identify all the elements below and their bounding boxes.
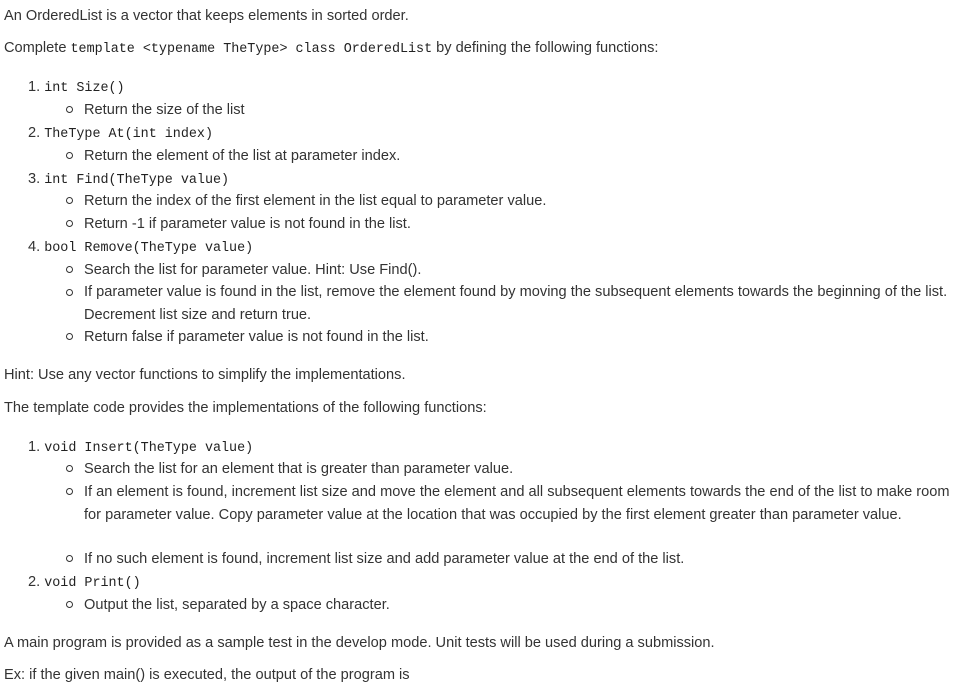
bullet-text: Return -1 if parameter value is not found in the list. xyxy=(84,216,411,232)
bullet-text: If parameter value is found in the list, remove the element found by moving the subsequent elements towards the beginning of the list. Decrement list size and return true. xyxy=(84,284,948,323)
function-item-at xyxy=(28,124,213,144)
template-intro-text: The template code provides the implementations of the following functions: xyxy=(4,400,487,416)
function-item-remove xyxy=(28,238,253,258)
bullet-text: If no such element is found, increment list size and add parameter value at the end of the list. xyxy=(84,551,685,567)
bullet-icon xyxy=(66,555,73,562)
bullet-icon xyxy=(66,289,73,296)
function-signature: void Print() xyxy=(44,576,141,591)
complete-instruction xyxy=(4,39,658,59)
function-item-find xyxy=(28,170,229,190)
bullet-text: If an element is found, increment list size and move the element and all subsequent elements towards the end of the list to make room for parameter value. Copy parameter value at the location that was occupied by the first element greater than parameter value. xyxy=(84,484,950,523)
function-item-insert xyxy=(28,438,253,458)
bullet-text: Return the index of the first element in the list equal to parameter value. xyxy=(84,193,547,209)
hint-text: Hint: Use any vector functions to simplify the implementations. xyxy=(4,367,406,383)
intro-text: An OrderedList is a vector that keeps elements in sorted order. xyxy=(4,8,409,24)
complete-prefix: Complete xyxy=(4,40,71,56)
complete-suffix: by defining the following functions: xyxy=(432,40,659,56)
bullet-icon xyxy=(66,266,73,273)
bullet-text: Search the list for parameter value. Hint: Use Find(). xyxy=(84,262,422,278)
function-item-print xyxy=(28,573,141,593)
class-signature-code: template <typename TheType> class OrderedList xyxy=(70,42,433,57)
item-number: 2. xyxy=(28,574,41,590)
function-signature: int Find(TheType value) xyxy=(44,173,230,188)
bullet-icon xyxy=(66,106,73,113)
item-number: 1. xyxy=(28,79,41,95)
bullet-icon xyxy=(66,333,73,340)
bullet-text: Return the size of the list xyxy=(84,102,245,118)
function-item-size xyxy=(28,78,125,98)
example-text: Ex: if the given main() is executed, the output of the program is xyxy=(4,667,410,683)
main-program-note: A main program is provided as a sample test in the develop mode. Unit tests will be used during a submission. xyxy=(4,635,715,651)
bullet-text: Output the list, separated by a space character. xyxy=(84,597,390,613)
function-signature: void Insert(TheType value) xyxy=(44,441,254,456)
bullet-text: Return false if parameter value is not found in the list. xyxy=(84,329,429,345)
bullet-text: Search the list for an element that is greater than parameter value. xyxy=(84,461,514,477)
bullet-icon xyxy=(66,152,73,159)
bullet-icon xyxy=(66,465,73,472)
bullet-icon xyxy=(66,488,73,495)
item-number: 1. xyxy=(28,439,41,455)
item-number: 2. xyxy=(28,125,41,141)
function-signature: int Size() xyxy=(44,81,125,96)
bullet-icon xyxy=(66,197,73,204)
bullet-icon xyxy=(66,220,73,227)
function-signature: TheType At(int index) xyxy=(44,127,213,142)
bullet-icon xyxy=(66,601,73,608)
function-signature: bool Remove(TheType value) xyxy=(44,241,254,256)
item-number: 3. xyxy=(28,171,41,187)
bullet-text: Return the element of the list at parameter index. xyxy=(84,148,401,164)
item-number: 4. xyxy=(28,239,41,255)
